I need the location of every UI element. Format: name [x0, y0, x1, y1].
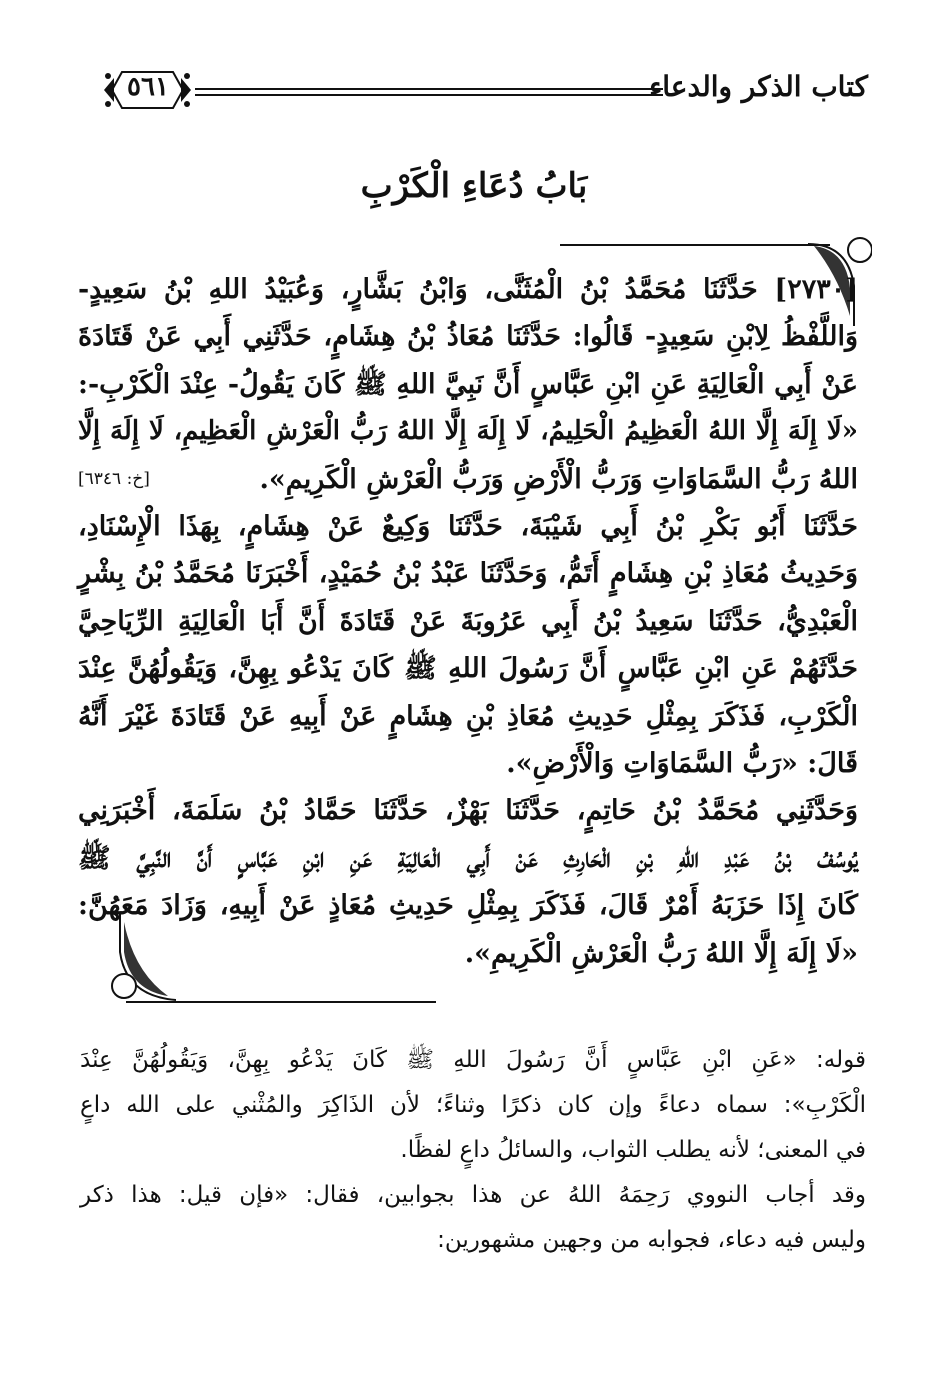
commentary-line: وقد أجاب النووي رَحِمَهُ اللهُ عن هذا بجوابين، فقال: «فإن قيل: هذا ذكر — [80, 1182, 866, 1208]
page-number-frame — [100, 62, 195, 118]
page-header — [100, 62, 868, 122]
hadith-line: عَنْ أَبِي الْعَالِيَةِ عَنِ ابْنِ عَبَّاسٍ أَنَّ نَبِيَّ اللهِ ﷺ كَانَ يَقُولُ- عِنْدَ الْكَرْبِ-: — [78, 368, 858, 400]
page-number: ٥٦١ — [127, 72, 169, 102]
hadith-line: يُوسُفُ بْنُ عَبْدِ اللهِ بْنِ الْحَارِثِ عَنْ أَبِي الْعَالِيَةِ عَنِ ابْنِ عَبَّاسٍ أَنَّ النَّبِيَّ ﷺ — [78, 842, 858, 874]
hadith-line — [78, 456, 858, 503]
header-rule — [195, 88, 663, 96]
commentary-line: في المعنى؛ لأنه يطلب الثواب، والسائلُ داعٍ لفظًا. — [400, 1137, 866, 1163]
hadith-line: «لَا إِلَهَ إِلَّا اللهُ الْعَظِيمُ الْحَلِيمُ، لَا إِلَهَ إِلَّا اللهُ رَبُّ الْعَرْشِ الْعَظِيمِ، لَا إِلَهَ إِلَّا — [78, 416, 858, 447]
hadith-line: حَدَّثَنَا أَبُو بَكْرِ بْنُ أَبِي شَيْبَةَ، حَدَّثَنَا وَكِيعٌ عَنْ هِشَامٍ، بِهَذَا الْإِسْنَادِ، — [78, 511, 858, 543]
frame-top-rule — [560, 244, 830, 246]
chapter-title: بَابُ دُعَاءِ الْكَرْبِ — [360, 166, 588, 206]
running-title: كتاب الذكر والدعاء — [649, 70, 868, 103]
hadith-text — [78, 266, 858, 977]
commentary-line: قوله: «عَنِ ابْنِ عَبَّاسٍ أَنَّ رَسُولَ اللهِ ﷺ كَانَ يَدْعُو بِهِنَّ، وَيَقُولُهُنَّ عِنْدَ — [80, 1047, 866, 1073]
hadith-line: وَاللَّفْظُ لِابْنِ سَعِيدٍ- قَالُوا: حَدَّثَنَا مُعَاذُ بْنُ هِشَامٍ، حَدَّثَنِي أَبِي عَنْ قَتَادَةَ — [78, 321, 858, 353]
hadith-line: وَحَدَّثَنِي مُحَمَّدُ بْنُ حَاتِمٍ، حَدَّثَنَا بَهْزٌ، حَدَّثَنَا حَمَّادُ بْنُ سَلَمَةَ، أَخْبَرَنِي — [78, 795, 858, 827]
commentary-line: وليس فيه دعاء، فجوابه من وجهين مشهورين: — [437, 1227, 866, 1253]
hadith-line: حَدَّثَهُمْ عَنِ ابْنِ عَبَّاسٍ أَنَّ رَسُولَ اللهِ ﷺ كَانَ يَدْعُو بِهِنَّ، وَيَقُولُهُنَّ عِنْدَ — [78, 653, 858, 685]
hadith-line: «لَا إِلَهَ إِلَّا اللهُ رَبُّ الْعَرْشِ الْكَرِيمِ». — [464, 937, 858, 969]
hadith-reference: [خ: ٦٣٤٦] — [78, 468, 150, 489]
hadith-line: وَحَدِيثُ مُعَاذِ بْنِ هِشَامٍ أَتَمُّ، وَحَدَّثَنَا عَبْدُ بْنُ حُمَيْدٍ، أَخْبَرَنَا مُحَمَّدُ بْنُ بِشْرٍ — [78, 558, 858, 590]
hadith-line: كَانَ إِذَا حَزَبَهُ أَمْرٌ قَالَ، فَذَكَرَ بِمِثْلِ حَدِيثِ مُعَاذٍ عَنْ أَبِيهِ، وَزَادَ مَعَهُنَّ: — [78, 890, 858, 922]
commentary-line: الْكَرْبِ»: سماه دعاءً وإن كان ذكرًا وثناءً؛ لأن الذَاكِرَ والمُثْني على الله داعٍ — [80, 1092, 866, 1118]
hadith-line: قَالَ: «رَبُّ السَّمَاوَاتِ وَالْأَرْضِ». — [506, 748, 858, 780]
hadith-line: الْكَرْبِ، فَذَكَرَ بِمِثْلِ حَدِيثِ مُعَاذِ بْنِ هِشَامٍ عَنْ أَبِيهِ عَنْ قَتَادَةَ غَيْرَ أَنَّهُ — [78, 700, 858, 732]
hadith-line: الْعَبْدِيُّ، حَدَّثَنَا سَعِيدُ بْنُ أَبِي عَرُوبَةَ عَنْ قَتَادَةَ أَنَّ أَبَا الْعَالِيَةِ الرِّيَاحِيَّ — [78, 605, 858, 637]
hadith-line: [٢٧٣٠] حَدَّثَنَا مُحَمَّدُ بْنُ الْمُثَنَّى، وَابْنُ بَشَّارٍ، وَعُبَيْدُ اللهِ بْنُ سَعِيدٍ- — [78, 274, 858, 305]
hadith-line-text: اللهُ رَبُّ السَّمَاوَاتِ وَرَبُّ الْأَرْضِ وَرَبُّ الْعَرْشِ الْكَرِيمِ». — [259, 463, 858, 495]
commentary-text — [80, 1038, 866, 1263]
